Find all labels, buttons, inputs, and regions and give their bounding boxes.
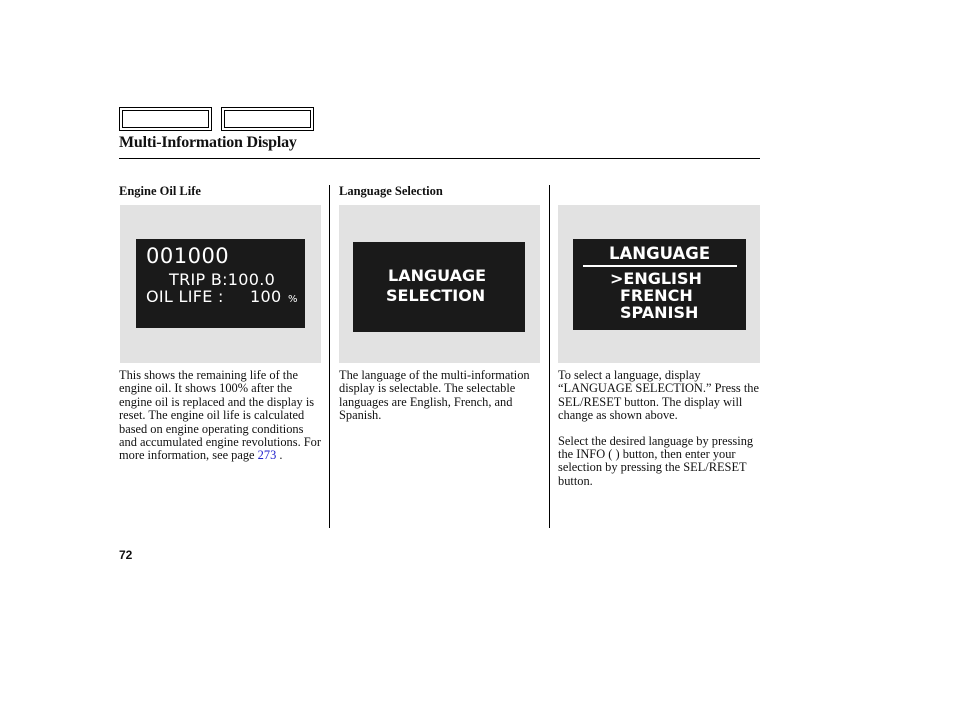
header-tab-box-1	[119, 107, 212, 131]
column-divider-2	[549, 185, 550, 528]
lcd-language-text: LANGUAGE	[388, 266, 487, 285]
lcd-option-english: >ENGLISH	[610, 269, 702, 288]
lcd-menu-header: LANGUAGE	[609, 244, 711, 263]
title-rule	[119, 158, 760, 159]
header-tab-box-2	[221, 107, 314, 131]
trip-b-reading: TRIP B:100.0	[169, 270, 276, 289]
page-number: 72	[119, 548, 133, 562]
page-title: Multi-Information Display	[119, 134, 297, 151]
odometer-reading: 001000	[146, 244, 230, 268]
language-instructions-paragraph-2: Select the desired language by pressing the INFO ( ) button, then enter your selection by pressing the SEL/RESET button.	[558, 433, 754, 488]
lcd-option-spanish: SPANISH	[620, 303, 699, 322]
language-menu-figure	[558, 205, 760, 363]
page-273-link[interactable]: 273	[257, 448, 277, 463]
language-menu-lcd-screen	[573, 239, 746, 330]
language-selection-figure	[339, 205, 540, 363]
oil-life-value: 100	[250, 287, 282, 306]
language-instructions-paragraph-1: To select a language, display “LANGUAGE SELECTION.” Press the SEL/RESET button. The display will change as shown above.	[558, 368, 759, 423]
oil-life-label: OIL LIFE :	[146, 287, 224, 306]
engine-oil-life-heading: Engine Oil Life	[119, 184, 201, 198]
oil-life-percent-unit: %	[288, 294, 298, 305]
engine-oil-life-text: This shows the remaining life of the engine oil. It shows 100% after the engine oil is replaced and the display is reset. The engine oil life is calculated based on engine operating conditions and accumulated engine revolutions. For more information, see page 273 .	[119, 368, 321, 463]
lcd-option-french: FRENCH	[620, 286, 693, 305]
language-instructions-text	[558, 369, 763, 500]
engine-oil-life-figure	[120, 205, 321, 363]
lcd-menu-underline	[583, 265, 737, 267]
column-divider-1	[329, 185, 330, 528]
language-selection-heading: Language Selection	[339, 184, 443, 198]
language-selection-lcd-screen	[353, 242, 525, 332]
language-selection-text: The language of the multi-information display is selectable. The selectable languages are English, French, and Spanish.	[339, 368, 530, 423]
lcd-selection-text: SELECTION	[386, 286, 486, 305]
oil-life-lcd-screen	[136, 239, 305, 328]
